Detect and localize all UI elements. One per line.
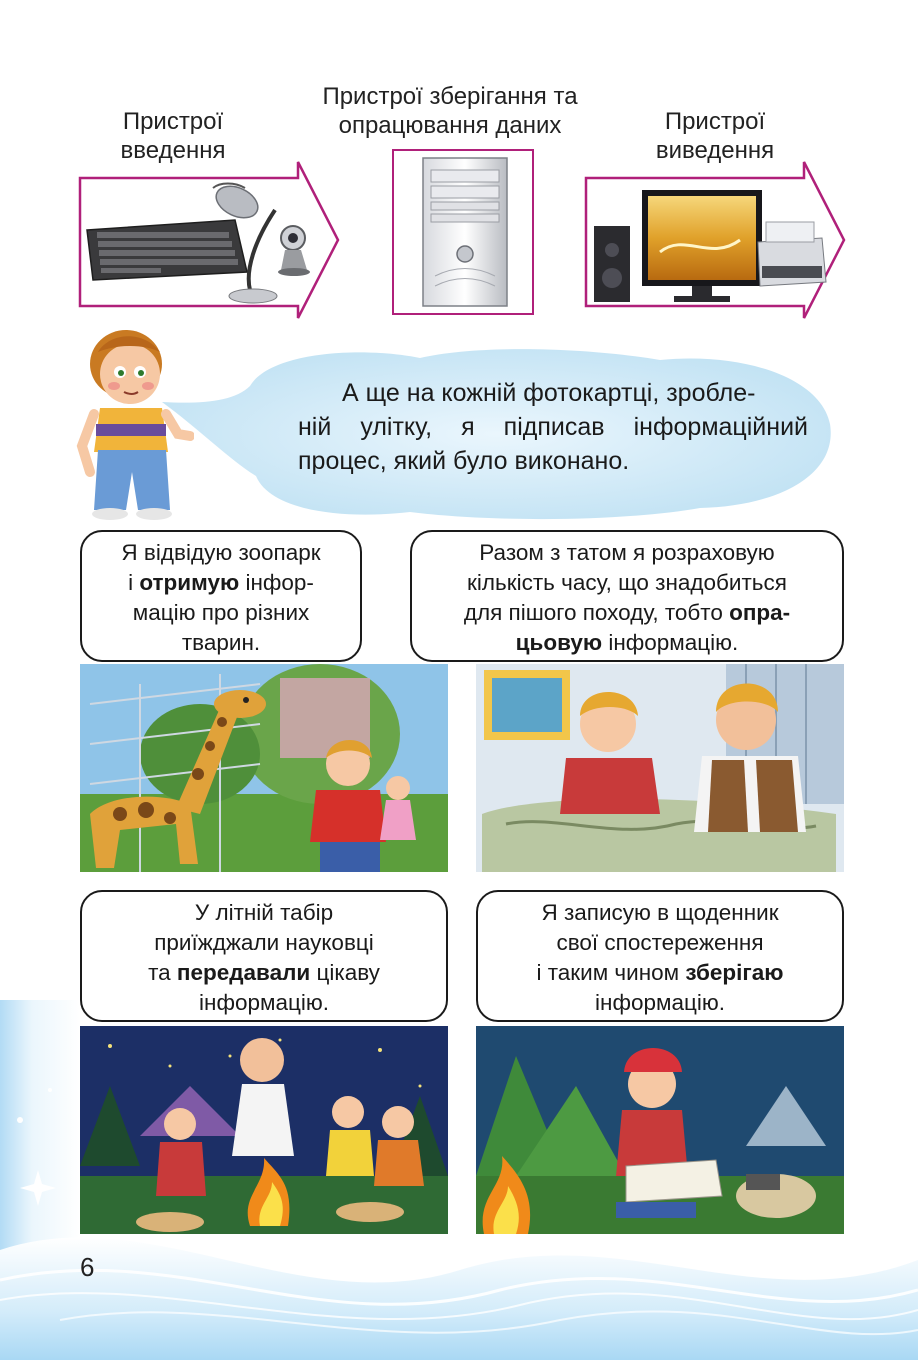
speech-text: А ще на кожній фотокартці, зробле- ній улітку, я підписав інформаційний процес, який було виконано. [298, 379, 808, 475]
monitor-speakers-printer-image [590, 182, 830, 310]
keyboard-mouse-webcam-image [85, 180, 320, 310]
campfire-scientist-illustration [80, 1026, 448, 1234]
callout-process: Разом з татом я розраховую кількість часу, що знадобиться для пішого походу, тобто опра- цьовую інформацію. [410, 530, 844, 662]
storage-devices-label: Пристрої зберігання та опрацювання даних [322, 83, 578, 139]
callout-receive: Я відвідую зоопарк і отримую інфор- мацію про різних тварин. [80, 530, 362, 662]
output-devices-label: Пристрої виведення [655, 108, 775, 164]
input-devices-label: Пристрої введення [120, 108, 226, 164]
page-number: 6 [80, 1252, 95, 1282]
system-unit-image [415, 156, 515, 308]
zoo-giraffe-illustration [80, 664, 448, 872]
diary-writing-illustration [476, 1026, 844, 1234]
callout-store: Я записую в щоденник свої спостереження і таким чином зберігаю інформацію. [476, 890, 844, 1022]
callout-transmit: У літній табір приїжджали науковці та передавали цікаву інформацію. [80, 890, 448, 1022]
map-planning-illustration [476, 664, 844, 872]
